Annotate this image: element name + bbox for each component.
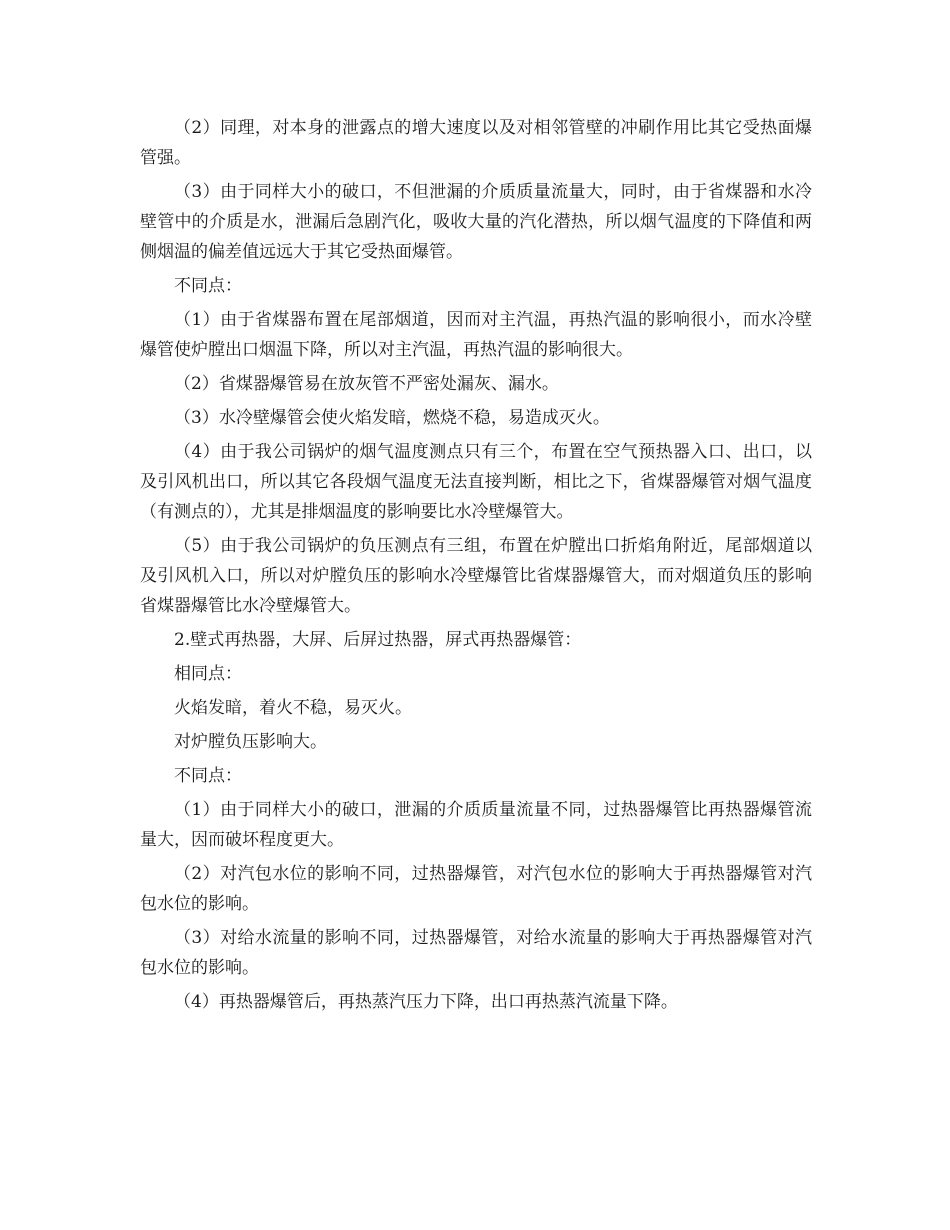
paragraph: 火焰发暗，着火不稳，易灭火。	[174, 698, 412, 718]
paragraph: （3）对给水流量的影响不同，过热器爆管，对给水流量的影响大于再热器爆管对汽包水位的影响。	[140, 928, 812, 978]
paragraph: （1）由于省煤器布置在尾部烟道，因而对主汽温，再热汽温的影响很小，而水冷壁爆管使炉膛出口烟温下降，所以对主汽温，再热汽温的影响很大。	[140, 310, 812, 360]
section-heading: 2.壁式再热器，大屏、后屏过热器，屏式再热器爆管：	[174, 630, 582, 650]
document-page	[140, 113, 812, 1021]
section-heading: 不同点：	[174, 766, 242, 786]
paragraph: （3）水冷壁爆管会使火焰发暗，燃烧不稳，易造成灭火。	[174, 408, 610, 428]
paragraph: （5）由于我公司锅炉的负压测点有三组，布置在炉膛出口折焰角附近，尾部烟道以及引风机入口，所以对炉膛负压的影响水冷壁爆管比省煤器爆管大，而对烟道负压的影响省煤器爆管比水冷壁爆管大。	[140, 536, 812, 616]
paragraph: （2）同理，对本身的泄露点的增大速度以及对相邻管壁的冲刷作用比其它受热面爆管强。	[140, 118, 812, 168]
paragraph: （3）由于同样大小的破口，不但泄漏的介质质量流量大，同时，由于省煤器和水冷壁管中的介质是水，泄漏后急剧汽化，吸收大量的汽化潜热，所以烟气温度的下降值和两侧烟温的偏差值远远大于其它受热面爆管。	[140, 182, 812, 262]
paragraph: （4）再热器爆管后，再热蒸汽压力下降，出口再热蒸汽流量下降。	[174, 992, 678, 1012]
paragraph: （4）由于我公司锅炉的烟气温度测点只有三个，布置在空气预热器入口、出口，以及引风机出口，所以其它各段烟气温度无法直接判断，相比之下，省煤器爆管对烟气温度（有测点的），尤其是排烟温度的影响要比水冷壁爆管大。	[140, 442, 812, 522]
paragraph: 对炉膛负压影响大。	[174, 732, 327, 752]
paragraph: （2）省煤器爆管易在放灰管不严密处漏灰、漏水。	[174, 374, 559, 394]
paragraph: （1）由于同样大小的破口，泄漏的介质质量流量不同，过热器爆管比再热器爆管流量大，因而破坏程度更大。	[140, 800, 812, 850]
paragraph: （2）对汽包水位的影响不同，过热器爆管，对汽包水位的影响大于再热器爆管对汽包水位的影响。	[140, 864, 812, 914]
section-heading: 相同点：	[174, 664, 242, 684]
section-heading: 不同点：	[174, 276, 242, 296]
